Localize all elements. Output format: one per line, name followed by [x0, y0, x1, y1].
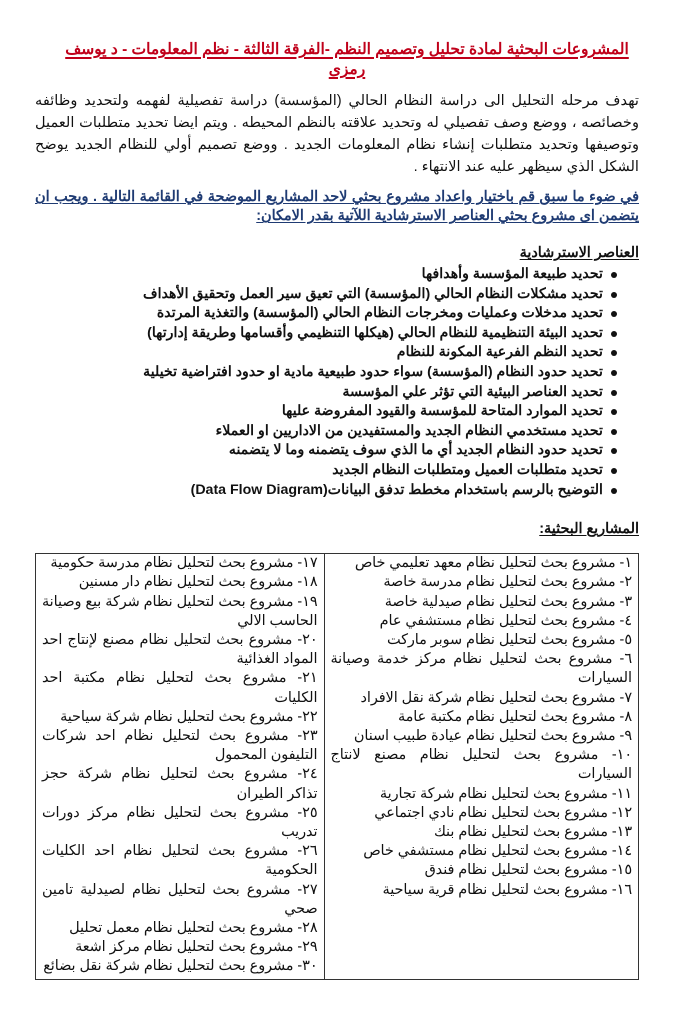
bullet-icon: [611, 311, 617, 317]
project-item: ١٥- مشروع بحث لتحليل نظام فندق: [424, 862, 632, 879]
guidelines-heading: العناصر الاسترشادية: [519, 245, 639, 261]
intro-paragraph: تهدف مرحله التحليل الى دراسة النظام الحالي (المؤسسة) دراسة تفصيلية لفهمه ولتحديد وظائفه وخصائصه ، ووضع وصف تفصيلي له وتحديد علاقته بالنظم المحيطه . ويتم ايضا تحديد متطلبات العميل وتوصيفها وتحديد متطلبات إنشاء نظام المعلومات الجديد . ووضع تصميم أولي للنظام الجديد يوضح الشكل الذي سيظهر عليه عند الانتهاء .: [35, 93, 639, 175]
guideline-item: [35, 402, 627, 422]
project-item: ٢١- مشروع بحث لتحليل نظام مكتبة احد الكليات: [42, 670, 318, 706]
project-item: ٧- مشروع بحث لتحليل نظام شركة نقل الافراد: [360, 689, 632, 706]
project-item: ٢٠- مشروع بحث لتحليل نظام مصنع لإنتاج احد المواد الغذائية: [42, 631, 318, 668]
projects-column-right: [324, 554, 639, 979]
guideline-text: تحديد مشكلات النظام الحالي (المؤسسة) التي تعيق سير العمل وتحقيق الأهداف: [142, 285, 603, 302]
document-title: المشروعات البحثية لمادة تحليل وتصميم النظم -الفرقة الثالثة - نظم المعلومات - د يوسف رمزى: [65, 41, 629, 78]
project-item: ٨- مشروع بحث لتحليل نظام مكتبة عامة: [397, 708, 632, 725]
project-item: ١- مشروع بحث لتحليل نظام معهد تعليمي خاص: [354, 555, 632, 572]
bullet-icon: [611, 370, 617, 376]
guideline-item: [35, 285, 627, 305]
instruction-paragraph: في ضوء ما سبق قم باختيار واعداد مشروع بحثي لاحد المشاريع الموضحة في القائمة التالية . ويجب ان يتضمن اى مشروع بحثي العناصر الاسترشادية اللآتية بقدر الامكان:: [35, 189, 639, 224]
project-item: ٢٧- مشروع بحث لتحليل نظام لصيدلية تامين صحي: [42, 881, 318, 917]
guideline-item: [35, 422, 627, 442]
bullet-icon: [611, 448, 617, 454]
project-item: ١٦- مشروع بحث لتحليل نظام قرية سياحية: [382, 881, 632, 898]
guideline-text: تحديد الموارد المتاحة للمؤسسة والقيود المفروضة عليها: [281, 403, 603, 420]
project-item: ١٧- مشروع بحث لتحليل نظام مدرسة حكومية: [50, 555, 318, 572]
project-item: ٩- مشروع بحث لتحليل نظام عيادة طبيب اسنان: [353, 727, 632, 744]
guideline-item: [35, 383, 627, 403]
bullet-icon: [611, 390, 617, 396]
project-item: ٣٠- مشروع بحث لتحليل نظام شركة نقل بضائع: [43, 958, 318, 975]
bullet-icon: [611, 409, 617, 415]
project-item: ١٢- مشروع بحث لتحليل نظام نادي اجتماعي: [374, 804, 632, 821]
project-item: ٢٩- مشروع بحث لتحليل نظام مركز اشعة: [75, 939, 318, 956]
guidelines-list: [35, 265, 639, 500]
project-item: ١١- مشروع بحث لتحليل نظام شركة تجارية: [379, 785, 632, 802]
project-item: ٤- مشروع بحث لتحليل نظام مستشفي عام: [379, 612, 632, 629]
guideline-text: تحديد النظم الفرعية المكونة للنظام: [396, 344, 603, 361]
project-item: ١٤- مشروع بحث لتحليل نظام مستشفي خاص: [363, 843, 632, 860]
bullet-icon: [611, 292, 617, 298]
guideline-text: تحديد مدخلات وعمليات ومخرجات النظام الحالي (المؤسسة) والتغذية المرتدة: [156, 305, 603, 322]
projects-table-row: [36, 554, 639, 979]
guideline-text: تحديد حدود النظام (المؤسسة) سواء حدود طبيعية مادية او حدود افتراضية تخيلية: [143, 363, 603, 380]
guideline-item: [35, 441, 627, 461]
guideline-item: [35, 304, 627, 324]
guideline-text: تحديد متطلبات العميل ومتطلبات النظام الجديد: [332, 461, 603, 478]
projects-table: [35, 553, 639, 979]
bullet-icon: [611, 350, 617, 356]
guideline-text: تحديد البيئة التنظيمية للنظام الحالي (هيكلها التنظيمي وأقسامها وطريقة إدارتها): [147, 324, 603, 341]
guideline-item: [35, 363, 627, 383]
guideline-text: تحديد حدود النظام الجديد أي ما الذي سوف يتضمنه وما لا يتضمنه: [228, 442, 603, 459]
project-item: ٢٨- مشروع بحث لتحليل نظام معمل تحليل: [69, 919, 318, 936]
bullet-icon: [611, 429, 617, 435]
project-item: ١٣- مشروع بحث لتحليل نظام بنك: [434, 823, 632, 840]
guideline-item: [35, 324, 627, 344]
project-item: ٢٥- مشروع بحث لتحليل نظام مركز دورات تدريب: [42, 804, 318, 840]
guideline-text: التوضيح بالرسم باستخدام مخطط تدفق البيانات(Data Flow Diagram): [190, 481, 603, 498]
project-item: ٢٢- مشروع بحث لتحليل نظام شركة سياحية: [60, 708, 318, 725]
guideline-item: [35, 481, 627, 501]
guideline-text: تحديد مستخدمي النظام الجديد والمستفيدين من الاداريين او العملاء: [215, 422, 603, 439]
project-item: ٣- مشروع بحث لتحليل نظام صيدلية خاصة: [384, 593, 632, 610]
bullet-icon: [611, 272, 617, 278]
project-item: ١٩- مشروع بحث لتحليل نظام شركة بيع وصيانة الحاسب الالي: [42, 593, 318, 629]
bullet-icon: [611, 331, 617, 337]
project-item: ١٠- مشروع بحث لتحليل نظام مصنع لانتاج السيارات: [330, 747, 632, 783]
project-item: ٦- مشروع بحث لتحليل نظام مركز خدمة وصيانة السيارات: [330, 651, 632, 687]
bullet-icon: [611, 468, 617, 474]
bullet-icon: [611, 488, 617, 494]
projects-heading: المشاريع البحثية:: [539, 521, 639, 538]
project-item: ٥- مشروع بحث لتحليل نظام سوبر ماركت: [387, 631, 632, 648]
guideline-item: [35, 265, 627, 285]
guideline-text: تحديد العناصر البيئية التي تؤثر علي المؤسسة: [342, 383, 603, 400]
project-item: ٢٤- مشروع بحث لتحليل نظام شركة حجز تذاكر الطيران: [42, 766, 318, 802]
project-item: ٢- مشروع بحث لتحليل نظام مدرسة خاصة: [383, 574, 632, 591]
project-item: ٢٣- مشروع بحث لتحليل نظام احد شركات التليفون المحمول: [42, 727, 318, 764]
project-item: ٢٦- مشروع بحث لتحليل نظام احد الكليات الحكومية: [42, 843, 318, 879]
projects-column-left: [36, 554, 325, 979]
project-item: ١٨- مشروع بحث لتحليل نظام دار مسنين: [78, 574, 318, 591]
guideline-item: [35, 343, 627, 363]
guideline-text: تحديد طبيعة المؤسسة وأهدافها: [421, 266, 603, 282]
guideline-item: [35, 461, 627, 481]
